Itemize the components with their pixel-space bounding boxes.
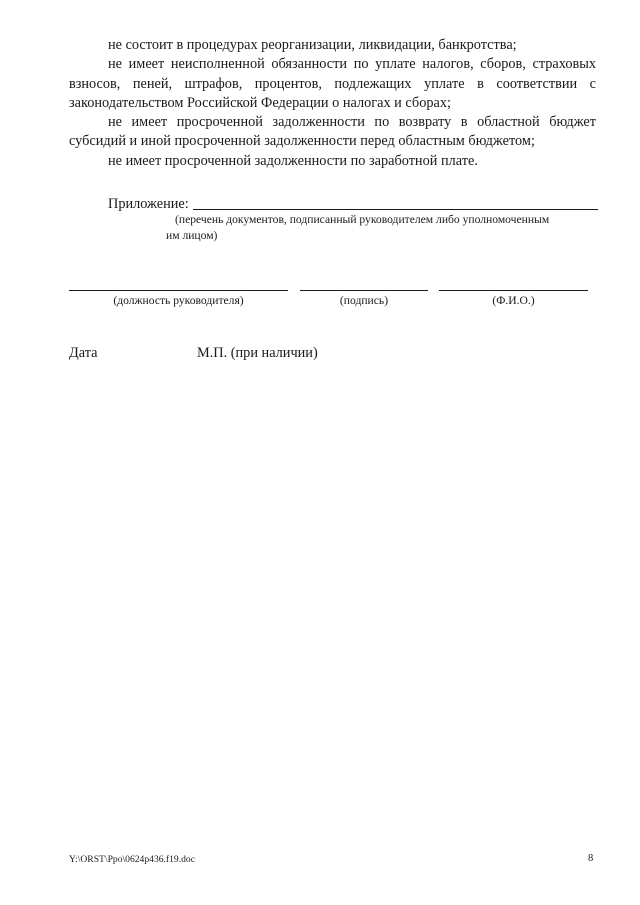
position-signature-line[interactable] — [69, 290, 288, 291]
declaration-item: не состоит в процедурах реорганизации, ликвидации, банкротства; — [108, 37, 517, 53]
attachment-note-line-1: (перечень документов, подписанный руководителем либо уполномоченным — [175, 213, 550, 226]
page-number: 8 — [588, 853, 594, 864]
name-signature-line[interactable] — [439, 290, 588, 291]
name-caption: (Ф.И.О.) — [492, 294, 535, 307]
signature-line[interactable] — [300, 290, 428, 291]
date-label: Дата — [69, 345, 98, 361]
declaration-item: не имеет неисполненной обязанности по уплате налогов, сборов, страховых взносов, пеней, штрафов, процентов, подлежащих уплате в соответствии с законодательством Российской Федерации о налогах и сборах; — [69, 56, 596, 111]
attachment-fill-line[interactable] — [193, 195, 598, 210]
stamp-label: М.П. (при наличии) — [197, 345, 318, 361]
attachment-note — [166, 212, 598, 244]
attachment-note-line-2: им лицом) — [166, 229, 218, 242]
signature-caption: (подпись) — [339, 294, 389, 307]
declaration-item: не имеет просроченной задолженности по возврату в областной бюджет субсидий и иной просроченной задолженности перед областным бюджетом; — [69, 114, 596, 150]
declaration-item: не имеет просроченной задолженности по заработной плате. — [108, 152, 478, 169]
attachment-label: Приложение: — [108, 196, 189, 212]
footer-file-path: Y:\ORST\Ppo\0624p436.f19.doc — [69, 854, 195, 865]
position-caption: (должность руководителя) — [113, 294, 244, 307]
declarations-block — [69, 36, 596, 171]
